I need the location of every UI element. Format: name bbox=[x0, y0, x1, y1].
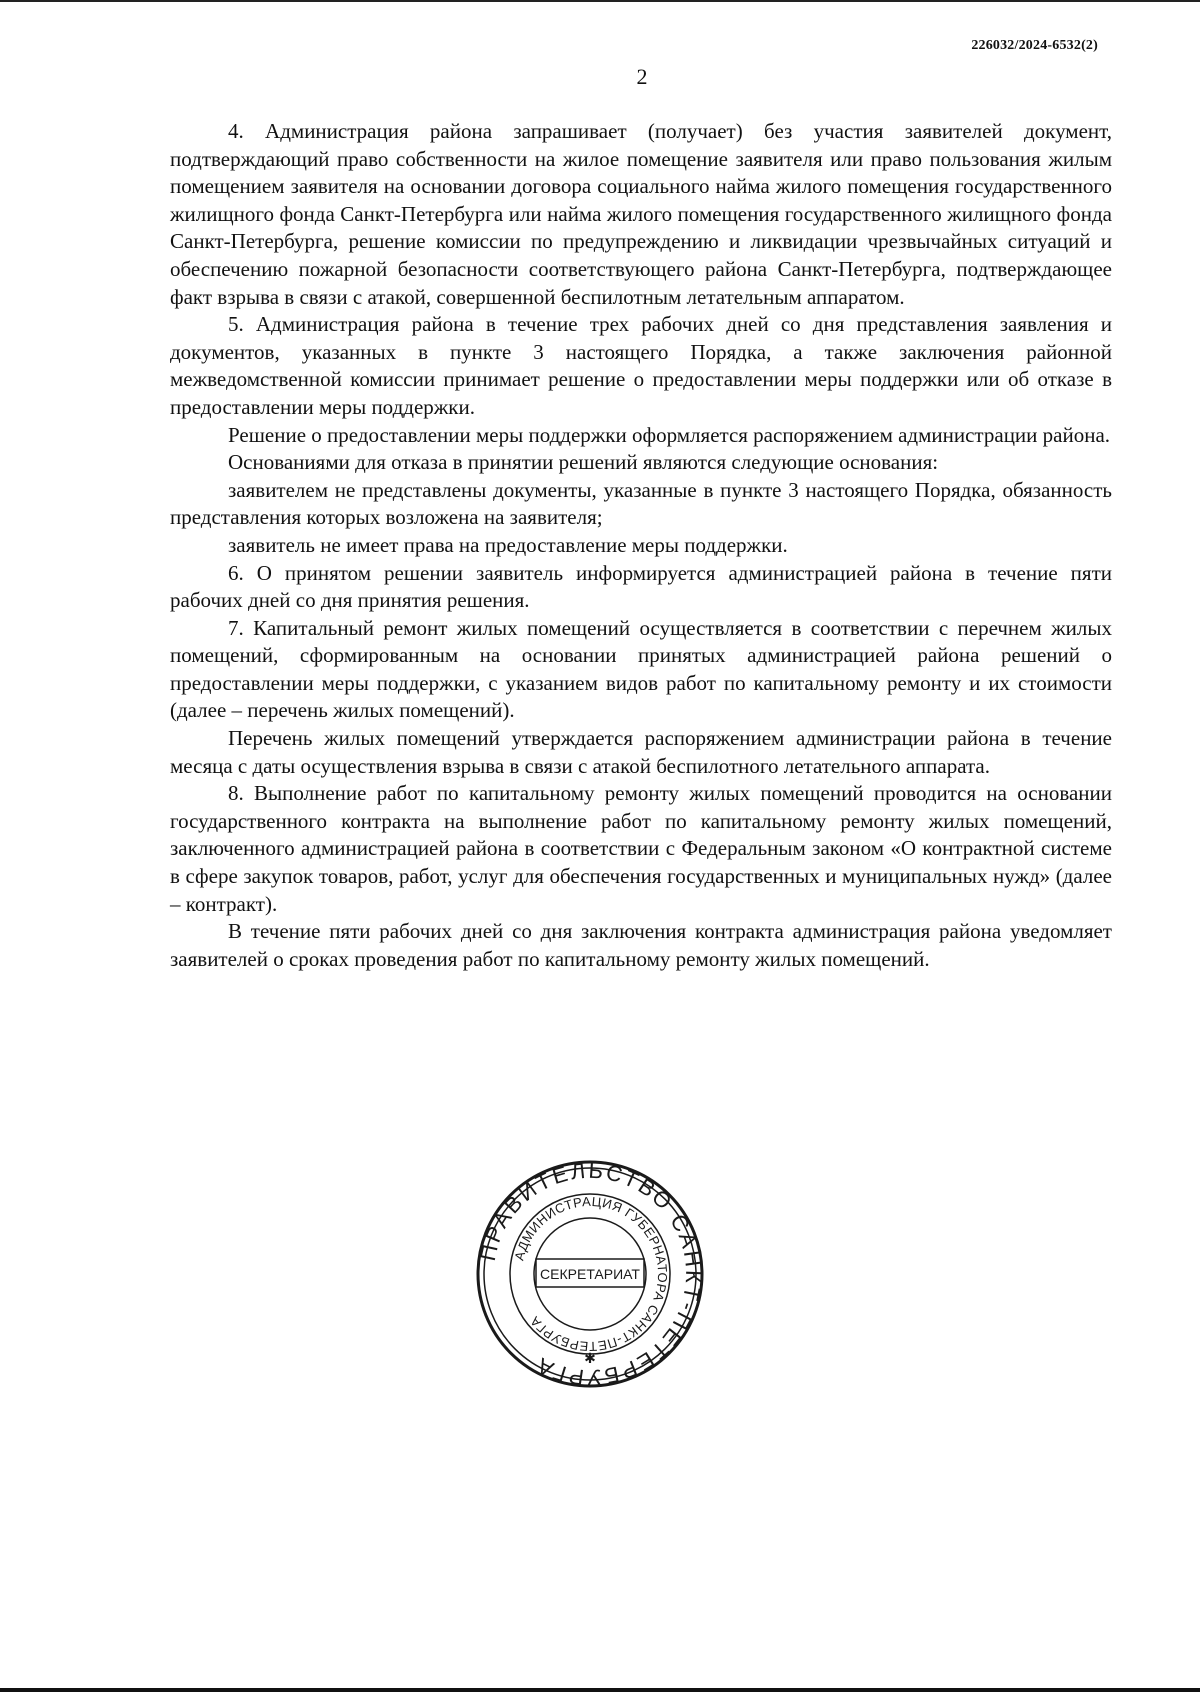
bottom-border-line bbox=[0, 1688, 1200, 1692]
official-seal-stamp bbox=[474, 1158, 706, 1390]
paragraph-item-6: 6. О принятом решении заявитель информируется администрацией района в течение пяти рабочих дней со дня принятия решения. bbox=[170, 560, 1112, 613]
document-body bbox=[170, 118, 1112, 973]
seal-inner-text: АДМИНИСТРАЦИЯ ГУБЕРНАТОРА САНКТ-ПЕТЕРБУРГА bbox=[511, 1193, 671, 1355]
paragraph-refusal-ground-2: заявитель не имеет права на предоставление меры поддержки. bbox=[228, 532, 788, 557]
paragraph-list-approval: Перечень жилых помещений утверждается распоряжением администрации района в течение месяца с даты осуществления взрыва в связи с атакой беспилотного летательного аппарата. bbox=[170, 726, 1112, 778]
paragraph-item-8: 8. Выполнение работ по капитальному ремонту жилых помещений проводится на основании государственного контракта на выполнение работ по капитальному ремонту жилых помещений, заключенного администрацией района в соответствии с Федеральным законом «О контрактной системе в сфере закупок товаров, работ, услуг для обеспечения государственных и муниципальных нужд» (далее – контракт). bbox=[170, 781, 1112, 916]
paragraph-refusal-ground-1: заявителем не представлены документы, указанные в пункте 3 настоящего Порядка, обязанность представления которых возложена на заявителя; bbox=[170, 477, 1112, 530]
paragraph-decision-form: Решение о предоставлении меры поддержки оформляется распоряжением администрации района. bbox=[228, 422, 1111, 447]
document-registration-number: 226032/2024-6532(2) bbox=[971, 38, 1098, 53]
seal-outer-text: ПРАВИТЕЛЬСТВО САНКТ-ПЕТЕРБУРГА bbox=[474, 1158, 706, 1390]
top-border-line bbox=[0, 0, 1200, 2]
paragraph-notification: В течение пяти рабочих дней со дня заключения контракта администрация района уведомляет заявителей о сроках проведения работ по капитальному ремонту жилых помещений. bbox=[170, 919, 1112, 971]
seal-center-text: СЕКРЕТАРИАТ bbox=[540, 1266, 640, 1282]
paragraph-item-5: 5. Администрация района в течение трех рабочих дней со дня представления заявления и документов, указанных в пункте 3 настоящего Порядка, а также заключения районной межведомственной комиссии принимает решение о предоставлении меры поддержки или об отказе в предоставлении меры поддержки. bbox=[170, 312, 1112, 419]
paragraph-item-4: 4. Администрация района запрашивает (получает) без участия заявителей документ, подтверждающий право собственности на жилое помещение заявителя или право пользования жилым помещением заявителя на основании договора социального найма жилого помещения государственного жилищного фонда Санкт-Петербурга или найма жилого помещения государственного жилищного фонда Санкт-Петербурга, решение комиссии по предупреждению и ликвидации чрезвычайных ситуаций и обеспечению пожарной безопасности соответствующего района Санкт-Петербурга, подтверждающее факт взрыва в связи с атакой, совершенной беспилотным летательным аппаратом. bbox=[170, 119, 1112, 309]
paragraph-refusal-grounds: Основаниями для отказа в принятии решений являются следующие основания: bbox=[228, 450, 939, 475]
paragraph-item-7: 7. Капитальный ремонт жилых помещений осуществляется в соответствии с перечнем жилых помещений, сформированным на основании принятых администрацией района решений о предоставлении меры поддержки, с указанием видов работ по капитальному ремонту и их стоимости (далее – перечень жилых помещений). bbox=[170, 615, 1112, 723]
seal-star-icon: ✱ bbox=[584, 1351, 596, 1367]
page-number: 2 bbox=[636, 64, 648, 89]
